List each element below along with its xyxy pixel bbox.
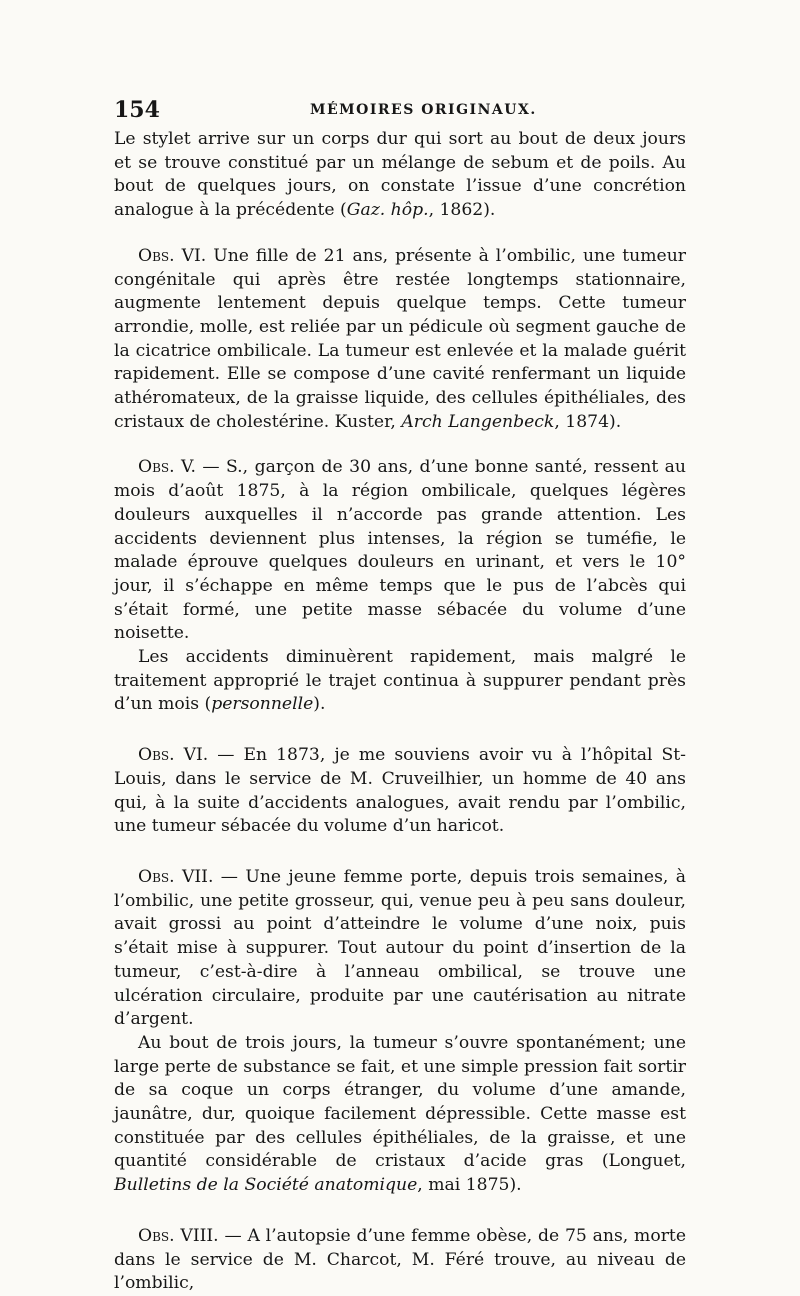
italic-citation: personnelle bbox=[211, 694, 314, 715]
text-run: VI. — En 1873, je me souviens avoir vu à l’hôpital St-Louis, dans le service de M. Cruveilhier, un homme de 40 ans qui, à la suite d’accidents analogues, avait rendu par l’ombilic, une tumeur sébacée du volume d’un haricot. bbox=[114, 745, 686, 837]
italic-citation: Gaz. hôp. bbox=[346, 200, 429, 221]
text-run: V. — S., garçon de 30 ans, d’une bonne santé, ressent au mois d’août 1875, à la région ombilicale, quelques légères douleurs auxquelles il n’accorde pas grande attention. Les accidents deviennent plus intenses, la région se tuméfie, le malade éprouve quelques douleurs en urinant, et vers le 10° jour, il s’échappe en même temps que le pus de l’abcès qui s’était formé, une petite masse sébacée du volume d’une noisette. bbox=[114, 457, 686, 644]
obs-label: Obs. bbox=[138, 457, 175, 478]
body-text bbox=[114, 128, 686, 1296]
italic-citation: Bulletins de la Société anatomique bbox=[114, 1175, 418, 1196]
text-run: Au bout de trois jours, la tumeur s’ouvre spontanément; une large perte de substance se fait, et une simple pression fait sortir de sa coque un corps étranger, du volume d’une amande, jaunâtre, dur, quoique facilement dépressible. Cette masse est constituée par des cellules épithéliales, de la graisse, et une quantité considérable de cristaux d’acide gras (Longuet, bbox=[114, 1032, 686, 1172]
obs-label: Obs. bbox=[138, 866, 175, 887]
obs-label: Obs. bbox=[138, 1225, 175, 1246]
running-title: MÉMOIRES ORIGINAUX. bbox=[310, 102, 537, 118]
text-run: VIII. — A l’autopsie d’une femme obèse, de 75 ans, morte dans le service de M. Charcot, M. Féré trouve, au niveau de l’ombilic, bbox=[114, 1225, 686, 1294]
paragraph-obs-viii bbox=[114, 1225, 686, 1296]
paragraph bbox=[114, 646, 686, 717]
page-number: 154 bbox=[114, 97, 160, 123]
italic-citation: Arch Langenbeck bbox=[401, 411, 555, 432]
paragraph-obs-vii bbox=[114, 866, 686, 1032]
paragraph-obs-vi-b bbox=[114, 744, 686, 839]
text-run: VI. Une fille de 21 ans, présente à l’ombilic, une tumeur congénitale qui après être restée longtemps stationnaire, augmente lentement depuis quelque temps. Cette tumeur arrondie, molle, est reliée par un pédicule où segment gauche de la cicatrice ombilicale. La tumeur est enlevée et la malade guérit rapidement. Elle se compose d’une cavité renfermant un liquide athéromateux, de la graisse liquide, des cellules épithéliales, des cristaux de cholestérine. Kuster, bbox=[114, 245, 686, 432]
text-run: VII. — Une jeune femme porte, depuis trois semaines, à l’ombilic, une petite grosseur, qui, venue peu à peu sans douleur, avait grossi au point d’atteindre le volume d’une noix, puis s’était mise à suppurer. Tout autour du point d’insertion de la tumeur, c’est-à-dire à l’anneau ombilical, se trouve une ulcération circulaire, produite par une cautérisation au nitrate d’argent. bbox=[114, 866, 686, 1030]
text-run: Le stylet arrive sur un corps dur qui sort au bout de deux jours et se trouve constitué par un mélange de sebum et de poils. Au bout de quelques jours, on constate l’issue d’une concrétion analogue à la précédente ( bbox=[114, 129, 686, 221]
page-header bbox=[114, 97, 684, 127]
text-run: Les accidents diminuèrent rapidement, mais malgré le traitement approprié le trajet continua à suppurer pendant près d’un mois ( bbox=[114, 647, 686, 715]
obs-label: Obs. bbox=[138, 745, 175, 766]
text-run: , 1874). bbox=[554, 411, 622, 432]
text-run: , mai 1875). bbox=[417, 1175, 522, 1196]
paragraph-obs-vi bbox=[114, 245, 686, 435]
paragraph bbox=[114, 128, 686, 223]
text-run: , 1862). bbox=[428, 200, 496, 221]
paragraph bbox=[114, 1032, 686, 1198]
paragraph-obs-v bbox=[114, 456, 686, 646]
obs-label: Obs. bbox=[138, 245, 175, 266]
text-run: ). bbox=[313, 694, 326, 715]
